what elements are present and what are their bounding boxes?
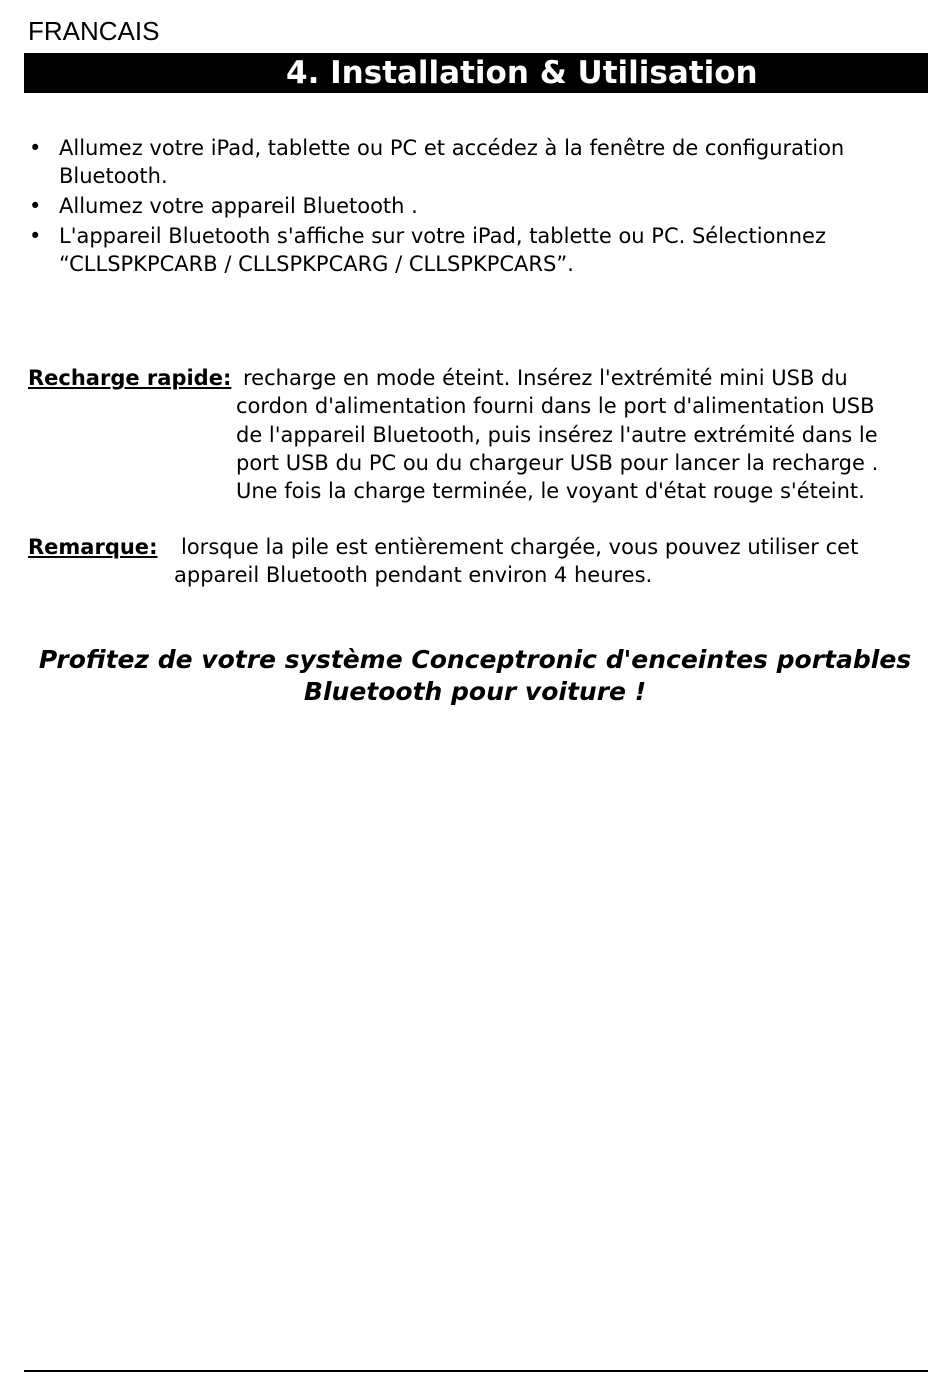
section-title: 4. Installation & Utilisation: [286, 55, 758, 91]
quick-charge-label: [28, 364, 231, 392]
note-label: [28, 533, 157, 561]
step-text: Allumez votre appareil Bluetooth .: [59, 194, 418, 218]
quick-charge-label-text: Recharge rapide: [28, 366, 223, 390]
installation-steps-list: [28, 134, 908, 280]
bullet-icon: •: [29, 136, 42, 160]
note-line: appareil Bluetooth pendant environ 4 heures.: [174, 563, 653, 588]
quick-charge-line: de l'appareil Bluetooth, puis insérez l'autre extrémité dans le: [236, 422, 878, 447]
quick-charge-text: [236, 364, 926, 505]
step-text: Allumez votre iPad, tablette ou PC et accédez à la fenêtre de configuration Bluetooth.: [59, 136, 845, 188]
quick-charge-label-colon: :: [222, 366, 232, 390]
note-text: [174, 533, 924, 590]
language-label: FRANCAIS: [28, 16, 160, 46]
note-line: lorsque la pile est entièrement chargée, vous pouvez utiliser cet: [181, 535, 859, 559]
list-item: [28, 192, 908, 220]
note-label-colon: :: [149, 535, 158, 559]
closing-line: Bluetooth pour voiture !: [303, 677, 647, 706]
quick-charge-line: cordon d'alimentation fourni dans le port d'alimentation USB: [236, 394, 875, 419]
footer-divider: [24, 1370, 928, 1372]
bullet-icon: •: [29, 224, 42, 248]
closing-message: [28, 644, 922, 708]
closing-line: Profitez de votre système Conceptronic d'enceintes portables: [38, 645, 912, 674]
bullet-icon: •: [29, 194, 42, 218]
list-item: [28, 222, 908, 278]
quick-charge-line: port USB du PC ou du chargeur USB pour lancer la recharge .: [236, 450, 879, 475]
list-item: [28, 134, 908, 190]
section-title-bar: [24, 53, 928, 93]
quick-charge-line: recharge en mode éteint. Insérez l'extrémité mini USB du: [243, 366, 848, 390]
step-text: L'appareil Bluetooth s'affiche sur votre iPad, tablette ou PC. Sélectionnez “CLLSPKPCARB / CLLSPKPCARG / CLLSPKPCARS”.: [59, 224, 826, 276]
note-label-text: Remarque: [28, 535, 150, 559]
quick-charge-line: Une fois la charge terminée, le voyant d'état rouge s'éteint.: [236, 479, 865, 504]
